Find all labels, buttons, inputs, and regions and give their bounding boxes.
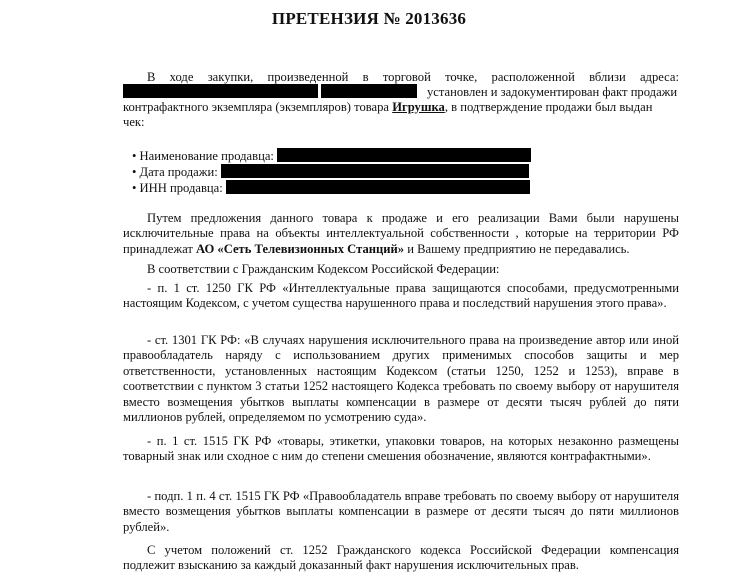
field-sale-date [132, 164, 529, 180]
article-1515-p1: - п. 1 ст. 1515 ГК РФ «товары, этикетки, упаковки товаров, на которых незаконно размещены товарный знак или сходное с ним до степени смешения обозначение, являются контрафактными». [123, 434, 679, 464]
redacted-sale-date [221, 164, 529, 178]
redacted-address-part2 [321, 84, 417, 98]
product-name: Игрушка [392, 100, 445, 114]
rights-text-a: Путем предложения данного товара к продаже и его реализации Вами были нарушены исключительные права на объекты интеллектуальной собственности , которые на территории РФ принадлежат [123, 211, 679, 256]
redacted-address-part1 [123, 84, 318, 98]
intro-text-product-prefix: контрафактного экземпляра (экземпляров) товара [123, 100, 390, 114]
article-1301: - ст. 1301 ГК РФ: «В случаях нарушения исключительного права на произведение автор или иной правообладатель наряду с использованием других применимых способов защиты и мер ответственности, установленных настоящим Кодексом (статьи 1250, 1252 и 1253), вправе в соответствии с пунктом 3 статьи 1252 настоящего Кодекса требовать по своему выбору от нарушителя вместо возмещения убытков выплаты компенсации в размере от десяти тысяч рублей до пяти миллионов рублей, определяемом по усмотрению суда». [123, 333, 679, 425]
redacted-seller-name [277, 148, 531, 162]
intro-line-2 [123, 84, 417, 100]
rights-paragraph [123, 211, 679, 257]
field-label: • ИНН продавца: [132, 181, 223, 195]
intro-line-1: В ходе закупки, произведенной в торговой точке, расположенной вблизи адреса: [147, 70, 679, 84]
intro-line-3 [123, 100, 653, 115]
field-seller-name [132, 148, 531, 164]
redacted-seller-inn [226, 180, 530, 194]
intro-line-2-text: установлен и задокументирован факт продажи [427, 85, 678, 99]
page-title: ПРЕТЕНЗИЯ № 2013636 [271, 9, 467, 28]
field-seller-inn [132, 180, 530, 196]
intro-text-product-suffix: , в подтверждение продажи был выдан [444, 100, 653, 114]
rights-text-b: и Вашему предприятию не передавались. [404, 241, 630, 256]
intro-line-4: чек: [123, 115, 145, 129]
field-label: • Наименование продавца: [132, 149, 274, 163]
conclusion: С учетом положений ст. 1252 Гражданского кодекса Российской Федерации компенсация подлежит взысканию за каждый доказанный факт нарушения исключительных прав. [123, 543, 679, 573]
rights-owner: АО «Сеть Телевизионных Станций» [196, 241, 405, 256]
article-1515-p4: - подп. 1 п. 4 ст. 1515 ГК РФ «Правообладатель вправе требовать по своему выбору от нарушителя вместо возмещения убытков выплаты компенсации в размере от десяти тысяч до пяти миллионов рублей». [123, 489, 679, 534]
field-label: • Дата продажи: [132, 165, 218, 179]
law-intro: В соответствии с Гражданским Кодексом Российской Федерации: [147, 262, 500, 276]
article-1250: - п. 1 ст. 1250 ГК РФ «Интеллектуальные права защищаются способами, предусмотренными настоящим Кодексом, с учетом существа нарушенного права и последствий нарушения этого права». [123, 281, 679, 311]
